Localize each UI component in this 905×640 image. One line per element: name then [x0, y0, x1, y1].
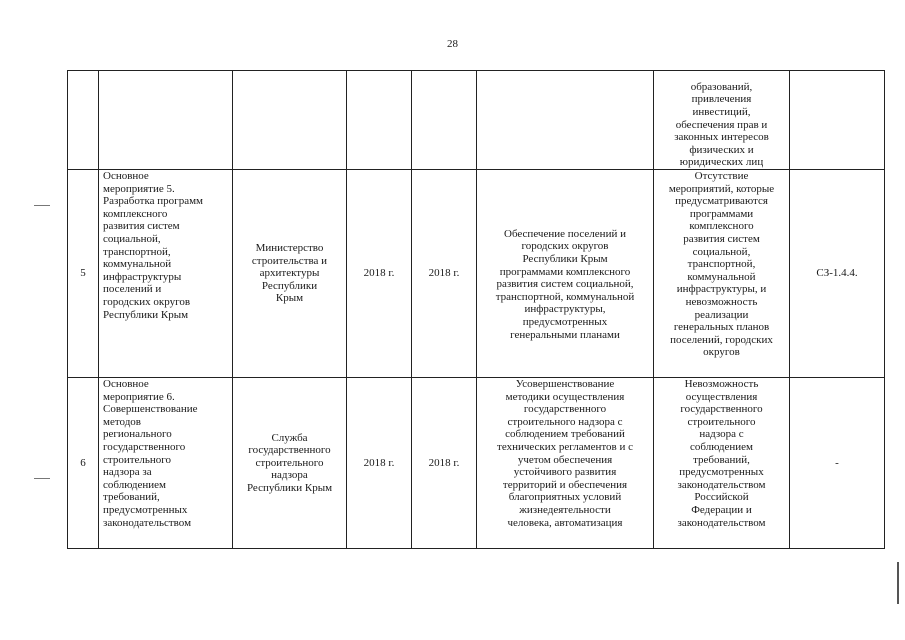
expected-result-cell [477, 71, 654, 170]
page-edge-mark [897, 562, 899, 604]
end-date-cell [412, 71, 477, 170]
consequences-cell: Отсутствие мероприятий, которые предусматриваются программами комплексного развития систем социальной, транспортной, коммунальной инфраструктуры, и невозможность реализации генеральных планов поселений, городских округов [654, 170, 790, 378]
expected-result-cell: Усовершенствование методики осуществления государственного строительного надзора с соблюдением требований технических регламентов и с учетом обеспечения устойчивого развития территорий и обеспечения благоприятных условий жизнедеятельности человека, автоматизация [477, 378, 654, 549]
measure-name-cell: Основное мероприятие 5. Разработка программ комплексного развития систем социальной, транспортной, коммунальной инфраструктуры поселений и городских округов Республики Крым [99, 170, 233, 378]
row-number-cell: 5 [68, 170, 99, 378]
start-date-cell: 2018 г. [347, 170, 412, 378]
executor-cell [233, 71, 347, 170]
page-number: 28 [447, 38, 458, 50]
executor-cell: Министерство строительства и архитектуры Республики Крым [233, 170, 347, 378]
end-date-cell: 2018 г. [412, 378, 477, 549]
measure-name-cell: Основное мероприятие 6. Совершенствование методов регионального государственного строительного надзора за соблюдением требований, предусмотренных законодательством [99, 378, 233, 549]
consequences-cell: Невозможность осуществления государственного строительного надзора с соблюдением требований, предусмотренных законодательством Российской Федерации и законодательством [654, 378, 790, 549]
indicator-link-cell [790, 71, 885, 170]
table-row [68, 71, 885, 170]
measures-table [67, 70, 885, 549]
expected-result-cell: Обеспечение поселений и городских округов Республики Крым программами комплексного развития систем социальной, транспортной, коммунальной инфраструктуры, предусмотренных генеральными планами [477, 170, 654, 378]
measure-name-cell [99, 71, 233, 170]
executor-cell: Служба государственного строительного надзора Республики Крым [233, 378, 347, 549]
start-date-cell: 2018 г. [347, 378, 412, 549]
row-number-cell: 6 [68, 378, 99, 549]
end-date-cell: 2018 г. [412, 170, 477, 378]
row-number-cell [68, 71, 99, 170]
table-row [68, 170, 885, 378]
indicator-link-cell: СЗ-1.4.4. [790, 170, 885, 378]
start-date-cell [347, 71, 412, 170]
margin-mark [34, 478, 50, 479]
indicator-link-cell: - [790, 378, 885, 549]
margin-mark [34, 205, 50, 206]
consequences-cell: образований, привлечения инвестиций, обеспечения прав и законных интересов физических и юридических лиц [654, 71, 790, 170]
table-row [68, 378, 885, 549]
